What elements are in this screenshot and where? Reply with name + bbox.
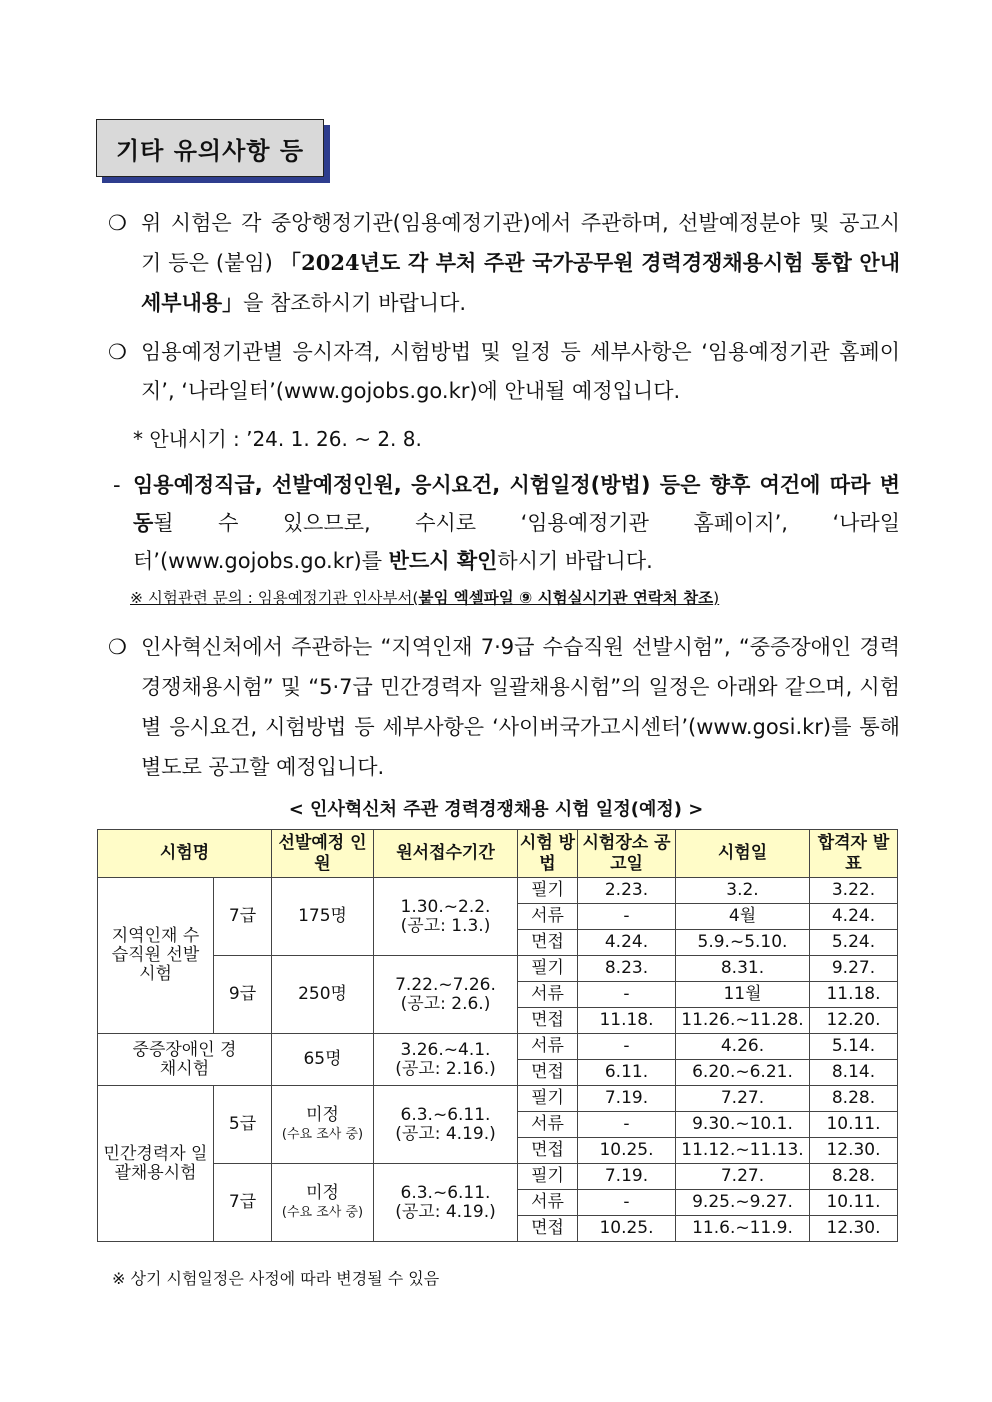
exam-name-cell: 지역인재 수습직원 선발시험 [98,878,214,1034]
p3-bold-2: 반드시 확인 [388,549,498,573]
method-cell: 면접 [518,1008,578,1034]
paragraph-1 [108,204,900,323]
exam-name-cell: 중증장애인 경채시험 [98,1034,272,1086]
grade-cell: 9급 [214,956,272,1034]
p3-text-end: 하시기 바랍니다. [497,549,653,573]
exam-name-cell: 민간경력자 일괄채용시험 [98,1086,214,1242]
method-cell: 서류 [518,1034,578,1060]
period-cell [374,878,518,956]
footnote: ※ 상기 시험일정은 사정에 따라 변경될 수 있음 [112,1269,440,1288]
date-cell: 4.26. [676,1034,810,1060]
result-cell: 11.18. [810,982,898,1008]
method-cell: 서류 [518,1112,578,1138]
date-cell: 8.31. [676,956,810,982]
venue-cell: 4.24. [578,930,676,956]
method-cell: 서류 [518,982,578,1008]
venue-cell: - [578,1112,676,1138]
table-row [98,1164,898,1190]
p3-text: 될 수 있으므로, 수시로 ‘임용예정기관 홈페이지’, ‘나라일터’(www.gojobs.go.kr)를 [133,511,900,573]
p3-note-text: ※ 시험관련 문의 : 임용예정기관 인사부서( [130,589,419,607]
paragraph-4 [108,627,900,787]
p1-bold-title: 「2024년도 각 부처 주관 국가공무원 경력경쟁채용시험 통합 안내 세부내용」 [141,250,900,315]
header-method: 시험 방법 [518,830,578,878]
date-cell: 6.20.~6.21. [676,1060,810,1086]
result-cell: 10.11. [810,1190,898,1216]
schedule-table [97,829,898,1242]
date-cell: 7.27. [676,1086,810,1112]
paragraph-3 [113,466,900,580]
p2-note: * 안내시기 : ’24. 1. 26. ~ 2. 8. [133,427,422,451]
result-cell: 4.24. [810,904,898,930]
table-row [98,1086,898,1112]
period-text: 1.30.~2.2. [400,896,491,917]
method-cell: 서류 [518,1190,578,1216]
result-cell: 9.27. [810,956,898,982]
period-cell [374,1164,518,1242]
bullet-circle: ❍ [108,211,127,235]
venue-cell: - [578,904,676,930]
notice-text: (공고: 4.19.) [395,1201,496,1222]
date-cell: 4월 [676,904,810,930]
date-cell: 11.12.~11.13. [676,1138,810,1164]
notice-text: (공고: 1.3.) [400,915,491,936]
notice-text: (공고: 2.6.) [400,993,491,1014]
date-cell: 9.25.~9.27. [676,1190,810,1216]
p3-note-bold: 붙임 엑셀파일 ⑨ 시험실시기관 연락처 참조 [418,589,714,607]
table-row [98,1034,898,1060]
grade-cell: 7급 [214,1164,272,1242]
period-text: 6.3.~6.11. [400,1182,491,1203]
venue-cell: 7.19. [578,1164,676,1190]
notice-text: (공고: 4.19.) [395,1123,496,1144]
period-cell [374,1034,518,1086]
count-text: 미정 [306,1182,339,1203]
result-cell: 8.28. [810,1086,898,1112]
result-cell: 8.14. [810,1060,898,1086]
header-exam-date: 시험일 [676,830,810,878]
venue-cell: 6.11. [578,1060,676,1086]
header-period: 원서접수기간 [374,830,518,878]
table-row [98,878,898,904]
section-title [96,119,324,177]
bullet-circle: ❍ [108,635,127,659]
table-caption: < 인사혁신처 주관 경력경쟁채용 시험 일정(예정) > [288,799,704,820]
p4-text: 인사혁신처에서 주관하는 “지역인재 7·9급 수습직원 선발시험”, “중증장애인 경력경쟁채용시험” 및 “5·7급 민간경력자 일괄채용시험”의 일정은 아래와 같으며, 시험별 응시요건, 시험방법 등 세부사항은 ‘사이버국가고시센터’(www.gosi.kr)를 통해 별도로 공고할 예정입니다. [141,635,900,779]
notice-text: (공고: 2.16.) [395,1058,496,1079]
count-note: (수요 조사 중) [281,1204,364,1220]
venue-cell: 10.25. [578,1138,676,1164]
date-cell: 9.30.~10.1. [676,1112,810,1138]
venue-cell: 11.18. [578,1008,676,1034]
table-header-row [98,830,898,878]
method-cell: 면접 [518,1216,578,1242]
count-cell: 65명 [272,1034,374,1086]
header-count: 선발예정 인원 [272,830,374,878]
method-cell: 필기 [518,1164,578,1190]
p1-text-end: 을 참조하시기 바랍니다. [243,291,467,315]
header-exam-name: 시험명 [98,830,272,878]
method-cell: 필기 [518,1086,578,1112]
count-cell [272,1164,374,1242]
result-cell: 12.20. [810,1008,898,1034]
venue-cell: 10.25. [578,1216,676,1242]
venue-cell: 7.19. [578,1086,676,1112]
method-cell: 면접 [518,930,578,956]
result-cell: 12.30. [810,1138,898,1164]
date-cell: 5.9.~5.10. [676,930,810,956]
period-text: 7.22.~7.26. [395,974,496,995]
header-venue-date: 시험장소 공고일 [578,830,676,878]
period-text: 3.26.~4.1. [400,1039,491,1060]
header-result: 합격자 발표 [810,830,898,878]
result-cell: 5.14. [810,1034,898,1060]
p1-text: 위 시험은 각 중앙행정기관(임용예정기관)에서 주관하며, 선발예정분야 및 공고시기 등은 (붙임) [141,211,900,275]
count-text: 미정 [306,1104,339,1125]
section-title-text: 기타 유의사항 등 [116,136,304,165]
dash-mark: - [113,473,121,497]
bullet-circle: ❍ [108,340,127,364]
p3-bold: 임용예정직급, 선발예정인원, 응시요건, 시험일정(방법) 등은 향후 여건에 따라 변동 [133,473,900,535]
venue-cell: 2.23. [578,878,676,904]
period-text: 6.3.~6.11. [400,1104,491,1125]
result-cell: 5.24. [810,930,898,956]
date-cell: 11.26.~11.28. [676,1008,810,1034]
date-cell: 7.27. [676,1164,810,1190]
date-cell: 11월 [676,982,810,1008]
grade-cell: 7급 [214,878,272,956]
method-cell: 필기 [518,878,578,904]
date-cell: 3.2. [676,878,810,904]
count-cell [272,1086,374,1164]
p3-note-close: ) [713,589,720,607]
result-cell: 12.30. [810,1216,898,1242]
period-cell [374,956,518,1034]
p2-text: 임용예정기관별 응시자격, 시험방법 및 일정 등 세부사항은 ‘임용예정기관 홈페이지’, ‘나라일터’(www.gojobs.go.kr)에 안내될 예정입니다. [141,340,900,403]
method-cell: 면접 [518,1060,578,1086]
venue-cell: - [578,982,676,1008]
table-row [98,956,898,982]
result-cell: 10.11. [810,1112,898,1138]
count-cell: 175명 [272,878,374,956]
date-cell: 11.6.~11.9. [676,1216,810,1242]
method-cell: 면접 [518,1138,578,1164]
venue-cell: - [578,1034,676,1060]
p3-note [130,586,719,608]
count-cell: 250명 [272,956,374,1034]
period-cell [374,1086,518,1164]
venue-cell: 8.23. [578,956,676,982]
count-note: (수요 조사 중) [281,1126,364,1142]
grade-cell: 5급 [214,1086,272,1164]
result-cell: 8.28. [810,1164,898,1190]
venue-cell: - [578,1190,676,1216]
method-cell: 필기 [518,956,578,982]
result-cell: 3.22. [810,878,898,904]
method-cell: 서류 [518,904,578,930]
paragraph-2 [108,333,900,411]
